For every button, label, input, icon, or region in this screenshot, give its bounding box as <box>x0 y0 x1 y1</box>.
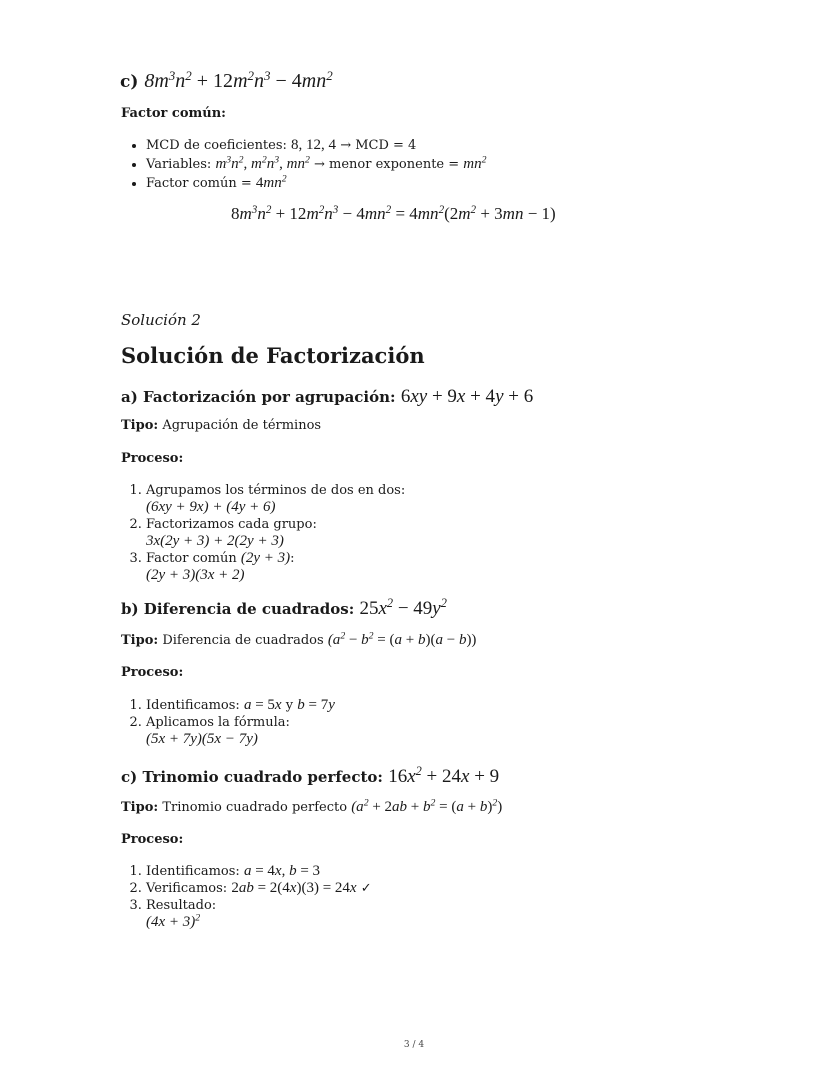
step: 3. Resultado: $(4x + 3)^2$ <box>146 897 372 931</box>
part-b-steps <box>108 697 335 748</box>
bullet-mcd: • MCD de coeficientes: 8, 12, 4 → MCD = 4 <box>146 136 487 155</box>
section-c-heading: c) $8m^3n^2 + 12m^2n^3 - 4mn^2$ <box>120 67 333 92</box>
step: 3. Factor común (2y + 3): (2y + 3)(3x + 2) <box>146 550 405 584</box>
page-title: Solución de Factorización <box>121 343 425 368</box>
part-a-tipo: Tipo: Agrupación de términos <box>121 418 322 433</box>
step: 1. Identificamos: a = 5x y b = 7y <box>146 697 335 714</box>
step: 1. Agrupamos los términos de dos en dos: (6xy + 9x) + (4y + 6) <box>146 482 405 516</box>
part-c-heading: c) Trinomio cuadrado perfecto: $16x^2 + 24x + 9$ <box>121 764 500 787</box>
section-c-expression: $8m^3n^2 + 12m^2n^3 - 4mn^2$ <box>144 67 333 92</box>
bullet-factor: • Factor común = $4mn^2$ <box>146 174 487 193</box>
part-c-tipo: Tipo: Trinomio cuadrado perfecto $(a^2 + 2ab + b^2 = (a + b)^2)$ <box>121 797 503 815</box>
part-a-proceso-label: Proceso: <box>121 451 184 466</box>
page-number: 3 / 4 <box>403 1040 425 1050</box>
factor-comun-label: Factor común: <box>121 106 226 121</box>
step: 2. Verificamos: 2ab = 2(4x)(3) = 24x ✓ <box>146 880 372 897</box>
part-a-heading: a) Factorización por agrupación: 6xy + 9x + 4y + 6 <box>121 386 534 407</box>
part-c-steps <box>108 863 372 931</box>
step: 2. Aplicamos la fórmula: (5x + 7y)(5x − 7y) <box>146 714 335 748</box>
display-equation: $8m^3n^2 + 12m^2n^3 - 4mn^2 = 4mn^2(2m^2 + 3mn - 1)$ <box>231 203 556 223</box>
bullet-variables: • Variables: $m^3n^2$, $m^2n^3$, $mn^2$ → menor exponente = $mn^2$ <box>146 155 487 174</box>
part-b-tipo: Tipo: Diferencia de cuadrados $(a^2 - b^2 = (a + b)(a - b))$ <box>121 630 477 648</box>
part-b-heading: b) Diferencia de cuadrados: $25x^2 - 49y^2$ <box>121 596 447 619</box>
step: 2. Factorizamos cada grupo: 3x(2y + 3) + 2(2y + 3) <box>146 516 405 550</box>
factor-bullets <box>126 136 487 193</box>
step: 1. Identificamos: a = 4x, b = 3 <box>146 863 372 880</box>
part-b-proceso-label: Proceso: <box>121 665 184 680</box>
solution-label: Solución 2 <box>121 311 201 329</box>
part-a-steps <box>108 482 405 584</box>
part-c-proceso-label: Proceso: <box>121 832 184 847</box>
